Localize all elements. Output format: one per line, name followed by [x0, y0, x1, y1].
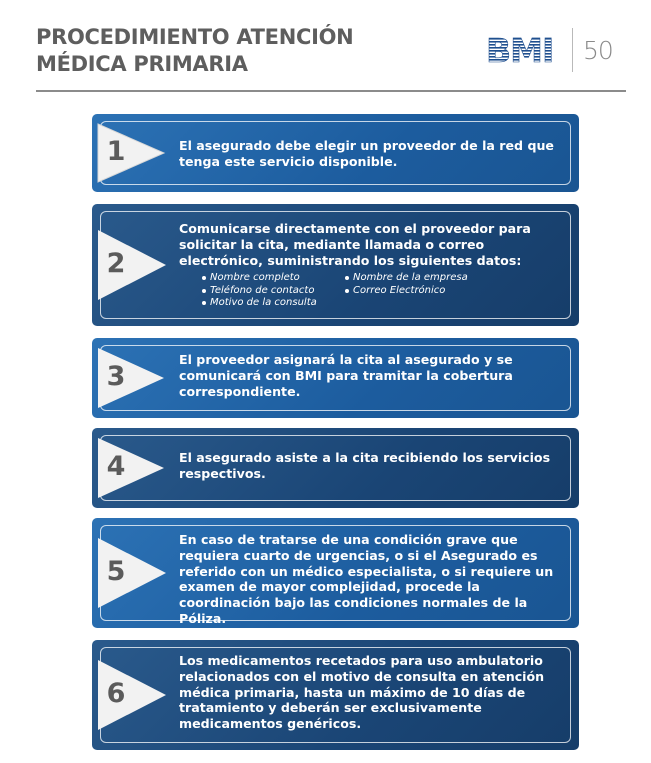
step-number: 4 — [106, 451, 126, 482]
list-item: Correo Electrónico — [345, 285, 495, 298]
step-text: El proveedor asignará la cita al asegurado y se comunicará con BMI para tramitar la cobertura correspondiente. — [179, 352, 513, 399]
header — [0, 0, 651, 92]
step-5-card — [92, 518, 579, 628]
list-item: Nombre de la empresa — [345, 272, 495, 285]
step-number: 1 — [106, 136, 126, 167]
step-text: Los medicamentos recetados para uso ambulatorio relacionados con el motivo de consulta en atención médica primaria, hasta un máximo de 10 días de tratamiento y deberán ser exclusivamente medicamentos genéricos. — [179, 653, 545, 732]
step-1-card — [92, 114, 579, 192]
step-number: 5 — [106, 556, 126, 587]
step-text: Comunicarse directamente con el proveedor para solicitar la cita, mediante llamada o correo electrónico, suministrando los siguientes datos: — [179, 221, 531, 268]
list-item: Nombre completo — [202, 272, 352, 285]
bmi-logo-text: BMI — [486, 32, 554, 66]
step-number: 3 — [106, 361, 126, 392]
logo-divider — [572, 28, 573, 72]
step-4-card — [92, 428, 579, 508]
step-text: En caso de tratarse de una condición grave que requiera cuarto de urgencias, o si el Asegurado es referido con un médico especialista, o si requiere un examen de mayor complejidad, procede la coordinación bajo las condiciones normales de la Póliza. — [179, 532, 554, 626]
step-3-card — [92, 338, 579, 418]
anniversary-50-logo: 50 — [583, 36, 613, 65]
title-line-2: MÉDICA PRIMARIA — [36, 52, 248, 76]
title-line-1: PROCEDIMIENTO ATENCIÓN — [36, 25, 354, 49]
step-text: El asegurado asiste a la cita recibiendo los servicios respectivos. — [179, 450, 551, 481]
step-number: 6 — [106, 678, 126, 709]
page-title — [36, 24, 353, 78]
bmi-logo — [486, 32, 564, 66]
step-text: El asegurado debe elegir un proveedor de la red que tenga este servicio disponible. — [179, 138, 554, 169]
list-item: Teléfono de contacto — [202, 285, 352, 298]
step-6-card — [92, 640, 579, 750]
list-item: Motivo de la consulta — [202, 297, 352, 310]
step-2-card — [92, 204, 579, 326]
header-divider — [36, 90, 626, 92]
step-number: 2 — [106, 248, 126, 279]
